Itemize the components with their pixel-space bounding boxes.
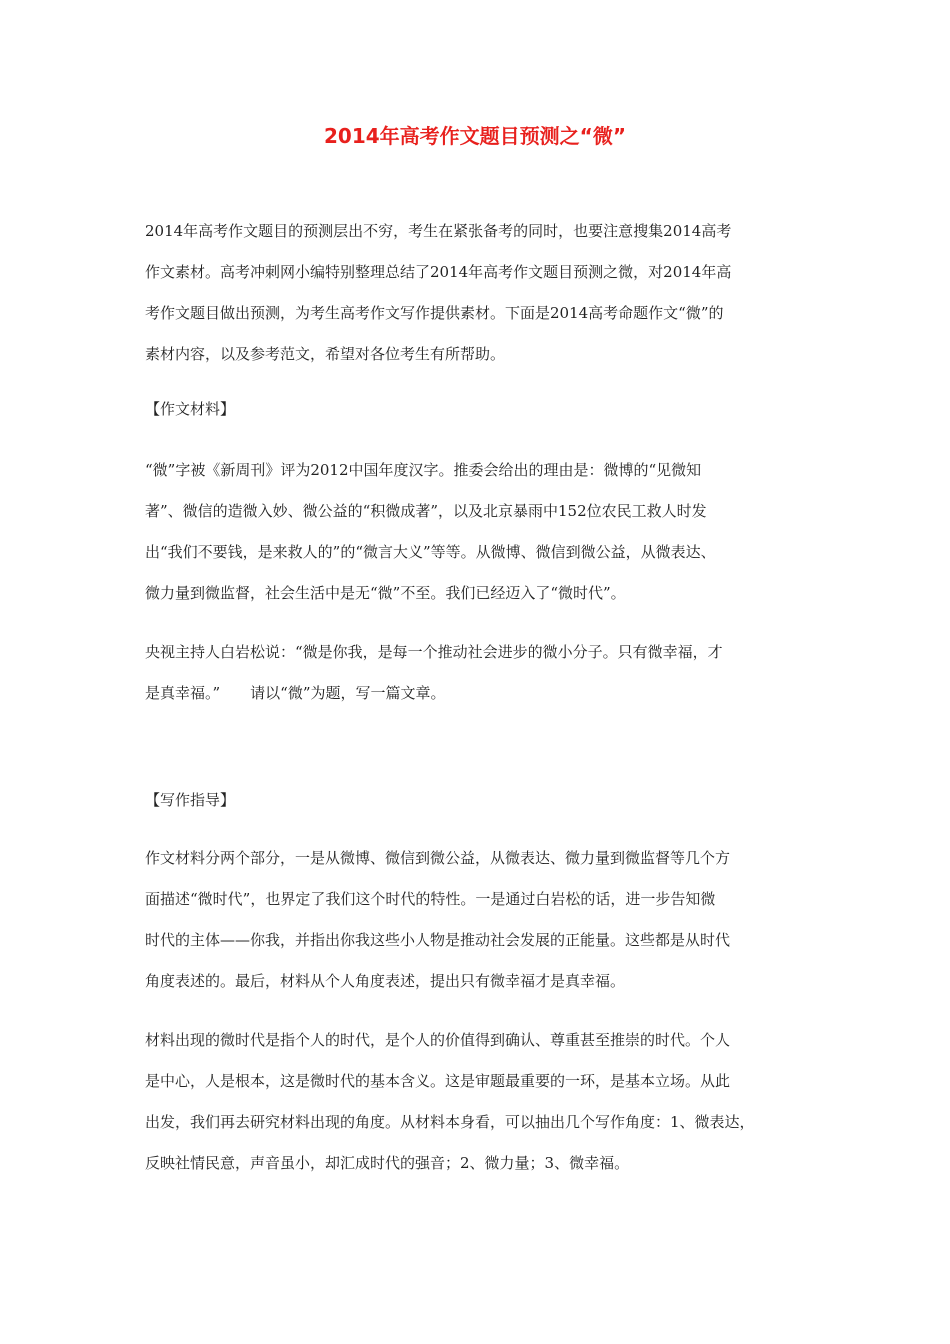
material-section — [145, 389, 825, 430]
material-paragraph-2 — [145, 632, 825, 714]
intro-line: 素材内容，以及参考范文，希望对各位考生有所帮助。 — [145, 345, 506, 363]
material-paragraph-1 — [145, 450, 825, 614]
material-line: “微”字被《新周刊》评为2012中国年度汉字。推委会给出的理由是：微博的“见微知 — [145, 461, 702, 479]
guidance-paragraph-2 — [145, 1020, 825, 1184]
guidance-heading: 【写作指导】 — [145, 791, 236, 809]
guidance-line: 是中心，人是根本，这是微时代的基本含义。这是审题最重要的一环，是基本立场。从此 — [145, 1072, 731, 1090]
document-title: 2014年高考作文题目预测之“微” — [324, 124, 626, 148]
material-line: 央视主持人白岩松说：“微是你我，是每一个推动社会进步的微小分子。只有微幸福，才 — [145, 643, 723, 661]
intro-line: 作文素材。高考冲刺网小编特别整理总结了2014年高考作文题目预测之微，对2014年高 — [145, 263, 732, 281]
intro-paragraph — [145, 211, 825, 375]
guidance-line: 时代的主体——你我，并指出你我这些小人物是推动社会发展的正能量。这些都是从时代 — [145, 931, 731, 949]
guidance-line: 出发，我们再去研究材料出现的角度。从材料本身看，可以抽出几个写作角度：1、微表达， — [145, 1113, 755, 1131]
guidance-line: 面描述“微时代”，也界定了我们这个时代的特性。一是通过白岩松的话，进一步告知微 — [145, 890, 716, 908]
material-line: 微力量到微监督，社会生活中是无“微”不至。我们已经迈入了“微时代”。 — [145, 584, 626, 602]
guidance-line: 作文材料分两个部分，一是从微博、微信到微公益，从微表达、微力量到微监督等几个方 — [145, 849, 731, 867]
material-line: 著”、微信的造微入妙、微公益的“积微成著”，以及北京暴雨中152位农民工救人时发 — [145, 502, 707, 520]
guidance-section — [145, 780, 825, 821]
material-heading: 【作文材料】 — [145, 400, 236, 418]
guidance-line: 反映社情民意，声音虽小，却汇成时代的强音；2、微力量；3、微幸福。 — [145, 1154, 630, 1172]
intro-line: 考作文题目做出预测，为考生高考作文写作提供素材。下面是2014高考命题作文“微”的 — [145, 304, 724, 322]
guidance-line: 材料出现的微时代是指个人的时代，是个人的价值得到确认、尊重甚至推崇的时代。个人 — [145, 1031, 731, 1049]
material-line: 出“我们不要钱，是来救人的”的“微言大义”等等。从微博、微信到微公益，从微表达、 — [145, 543, 716, 561]
intro-line: 2014年高考作文题目的预测层出不穷，考生在紧张备考的同时，也要注意搜集2014高考 — [145, 222, 732, 240]
material-line: 是真幸福。” 请以“微”为题，写一篇文章。 — [145, 684, 446, 702]
guidance-line: 角度表述的。最后，材料从个人角度表述，提出只有微幸福才是真幸福。 — [145, 972, 626, 990]
guidance-paragraph-1 — [145, 838, 825, 1002]
